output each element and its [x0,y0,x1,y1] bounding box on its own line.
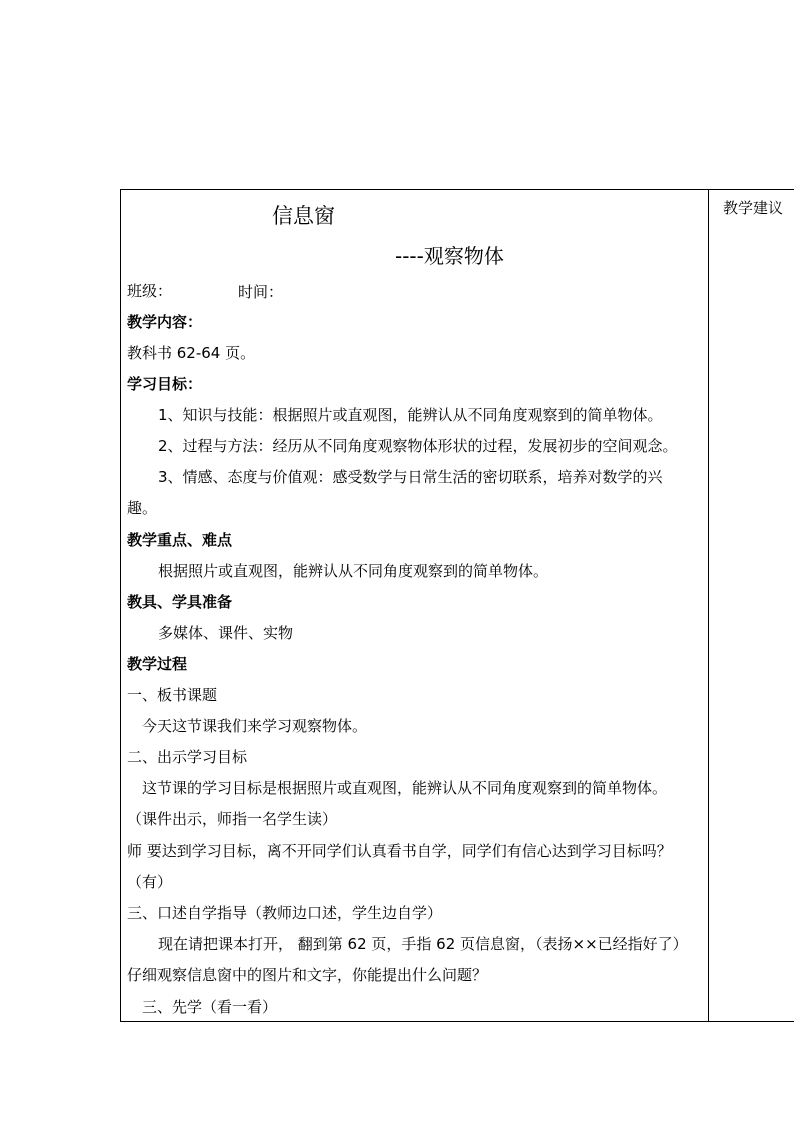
step-3-heading: 三、口述自学指导（教师边口述，学生边自学） [127,904,443,922]
goal-item-3-continued: 趣。 [127,499,158,517]
goal-item-3: 3、情感、态度与价值观：感受数学与日常生活的密切联系，培养对数学的兴 [158,468,663,486]
column-divider [708,189,709,1022]
key-points-heading: 教学重点、难点 [127,531,233,549]
process-heading: 教学过程 [127,655,188,673]
goal-item-2: 2、过程与方法：经历从不同角度观察物体形状的过程，发展初步的空间观念。 [158,437,678,455]
step-4-heading: 三、先学（看一看） [142,998,278,1016]
class-label: 班级： [127,282,173,300]
step-3-text-continued: 仔细观察信息窗中的图片和文字，你能提出什么问题？ [127,966,488,984]
key-points-text: 根据照片或直观图，能辨认从不同角度观察到的简单物体。 [158,562,549,580]
time-label: 时间： [238,283,284,301]
lesson-subtitle: ----观察物体 [395,244,504,268]
step-3-text: 现在请把课本打开， 翻到第 62 页，手指 62 页信息窗，（表扬××已经指好了） [158,935,688,953]
teaching-suggestions-heading: 教学建议 [723,199,784,217]
tools-text: 多媒体、课件、实物 [158,624,294,642]
step-1-text: 今天这节课我们来学习观察物体。 [142,717,368,735]
content-heading: 教学内容： [127,313,203,331]
lesson-title: 信息窗 [272,204,335,228]
goal-item-1: 1、知识与技能：根据照片或直观图，能辨认从不同角度观察到的简单物体。 [158,406,663,424]
tools-heading: 教具、学具准备 [127,593,233,611]
goals-heading: 学习目标： [127,375,203,393]
content-text: 教科书 62-64 页。 [127,344,256,362]
step-2-text: 这节课的学习目标是根据照片或直观图，能辨认从不同角度观察到的简单物体。 [142,779,668,797]
step-2-heading: 二、出示学习目标 [127,748,248,766]
step-1-heading: 一、板书课题 [127,686,218,704]
teacher-prompt: 师 要达到学习目标，离不开同学们认真看书自学，同学们有信心达到学习目标吗？ [127,842,672,860]
step-2-note: （课件出示，师指一名学生读） [127,810,338,828]
teacher-prompt-answer: （有） [127,873,173,891]
